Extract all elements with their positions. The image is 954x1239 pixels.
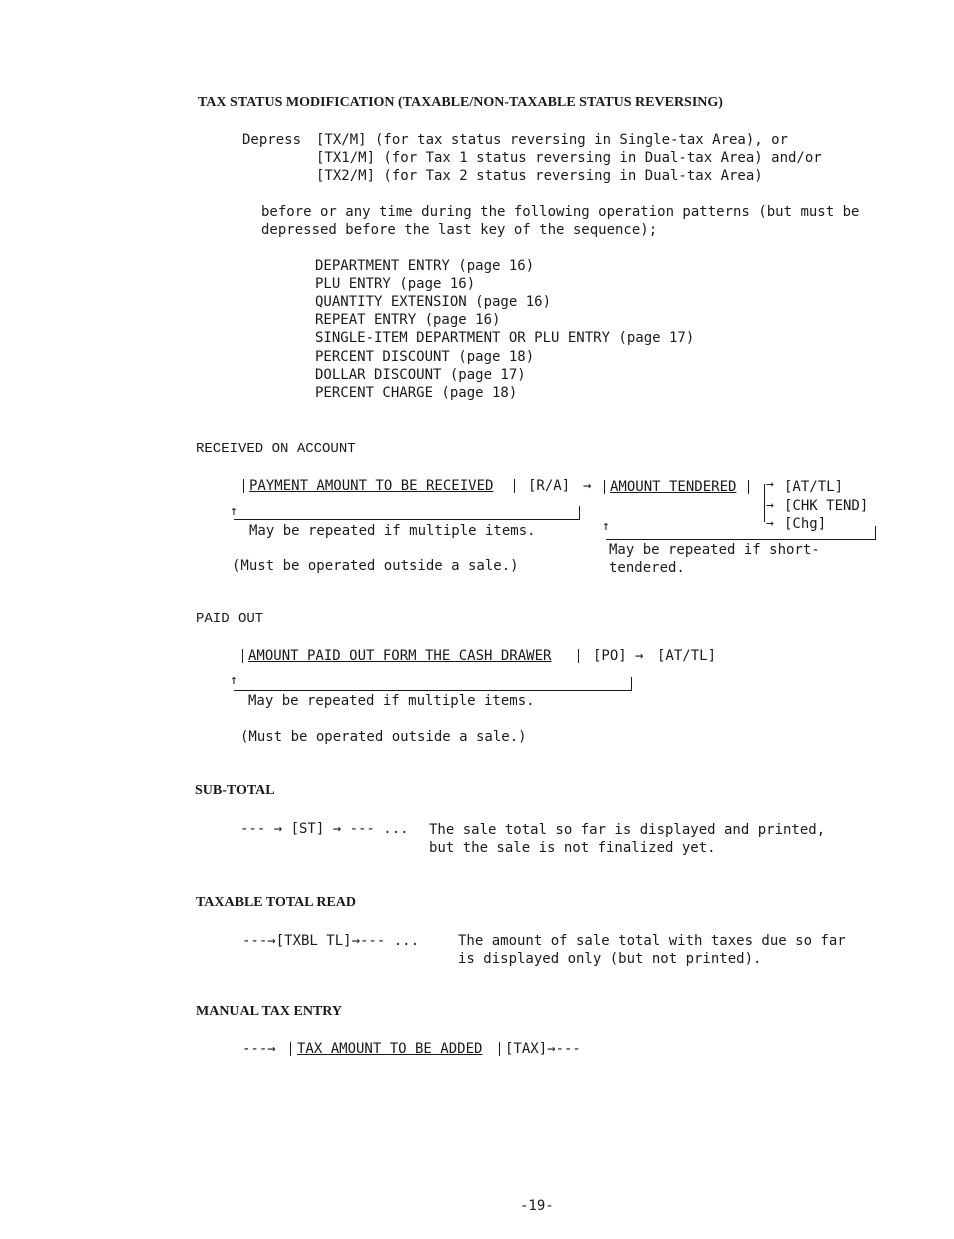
para-line-2: depressed before the last key of the sequence); [261, 222, 658, 238]
po-key: [PO] [593, 648, 627, 664]
pattern-item: QUANTITY EXTENSION (page 16) [315, 294, 552, 310]
pattern-item: REPEAT ENTRY (page 16) [315, 312, 501, 328]
arrow-right-icon: → [766, 477, 774, 492]
arrow-right-icon: → [766, 498, 774, 513]
tx2-m-line: [TX2/M] (for Tax 2 status reversing in Dual-tax Area) [316, 168, 763, 184]
box-right-bar [514, 479, 515, 493]
box-right-bar [578, 649, 579, 663]
box-left-bar [242, 649, 243, 663]
loop-line [606, 539, 876, 540]
loop-line [234, 690, 632, 691]
tax-amount-box: TAX AMOUNT TO BE ADDED [297, 1041, 483, 1057]
loop-line-end [875, 526, 876, 540]
ra-key: [R/A] [528, 478, 571, 494]
tx1-m-line: [TX1/M] (for Tax 1 status reversing in Dual-tax Area) and/or [316, 150, 822, 166]
pattern-item: DOLLAR DISCOUNT (page 17) [315, 367, 526, 383]
loop-line [234, 519, 580, 520]
payment-amount-box: PAYMENT AMOUNT TO BE RECEIVED [249, 478, 494, 494]
sub-total-sequence: --- → [ST] → --- ... [240, 821, 409, 837]
sub-total-desc: The sale total so far is displayed and printed, [429, 822, 826, 838]
short-tendered-note: May be repeated if short- [609, 542, 820, 558]
manual-tax-heading: MANUAL TAX ENTRY [196, 1004, 343, 1019]
loop-line-end [631, 677, 632, 691]
pattern-item: SINGLE-ITEM DEPARTMENT OR PLU ENTRY (page 17) [315, 330, 695, 346]
repeat-note: May be repeated if multiple items. [248, 693, 535, 709]
loop-line-end [579, 506, 580, 520]
depress-word: Depress [242, 132, 302, 148]
sub-total-heading: SUB-TOTAL [195, 783, 275, 798]
page-number: -19- [520, 1198, 554, 1214]
outside-sale-note: (Must be operated outside a sale.) [232, 558, 519, 574]
option-at-tl: [AT/TL] [784, 479, 844, 495]
taxable-total-desc: The amount of sale total with taxes due so far [458, 933, 846, 949]
tx-m-line: [TX/M] (for tax status reversing in Single-tax Area), or [316, 132, 789, 148]
paid-out-heading: PAID OUT [196, 611, 264, 627]
box-right-bar [748, 480, 749, 494]
manual-tax-lead: ---→ [242, 1041, 276, 1057]
pattern-item: PERCENT CHARGE (page 18) [315, 385, 518, 401]
tax-key-sequence: [TAX]→--- [505, 1041, 581, 1057]
short-tendered-note: tendered. [609, 560, 685, 576]
sub-total-desc: but the sale is not finalized yet. [429, 840, 716, 856]
box-left-bar [243, 479, 244, 493]
option-chg: [Chg] [784, 516, 827, 532]
branch-bracket [764, 484, 765, 522]
arrow-up-icon: ↑ [230, 504, 238, 519]
at-tl-key: [AT/TL] [657, 648, 717, 664]
paid-out-amount-box: AMOUNT PAID OUT FORM THE CASH DRAWER [248, 648, 552, 664]
arrow-right-icon: → [635, 648, 644, 664]
pattern-item: PERCENT DISCOUNT (page 18) [315, 349, 535, 365]
box-left-bar [290, 1042, 291, 1056]
tax-status-heading: TAX STATUS MODIFICATION (TAXABLE/NON-TAXABLE STATUS REVERSING) [198, 95, 723, 110]
outside-sale-note: (Must be operated outside a sale.) [240, 729, 527, 745]
pattern-item: DEPARTMENT ENTRY (page 16) [315, 258, 535, 274]
taxable-total-heading: TAXABLE TOTAL READ [196, 895, 357, 910]
arrow-up-icon: ↑ [602, 519, 610, 534]
arrow-up-icon: ↑ [230, 673, 238, 688]
repeat-note: May be repeated if multiple items. [249, 523, 536, 539]
amount-tendered-box: AMOUNT TENDERED [610, 479, 737, 495]
box-left-bar [604, 480, 605, 494]
pattern-item: PLU ENTRY (page 16) [315, 276, 476, 292]
taxable-total-sequence: ---→[TXBL TL]→--- ... [242, 933, 420, 949]
arrow-right-icon: → [766, 516, 774, 531]
para-line-1: before or any time during the following operation patterns (but must be [261, 204, 860, 220]
box-right-bar [499, 1042, 500, 1056]
taxable-total-desc: is displayed only (but not printed). [458, 951, 762, 967]
option-chk-tend: [CHK TEND] [784, 498, 869, 514]
received-on-account-heading: RECEIVED ON ACCOUNT [196, 441, 356, 457]
arrow-right-icon: → [583, 478, 592, 494]
